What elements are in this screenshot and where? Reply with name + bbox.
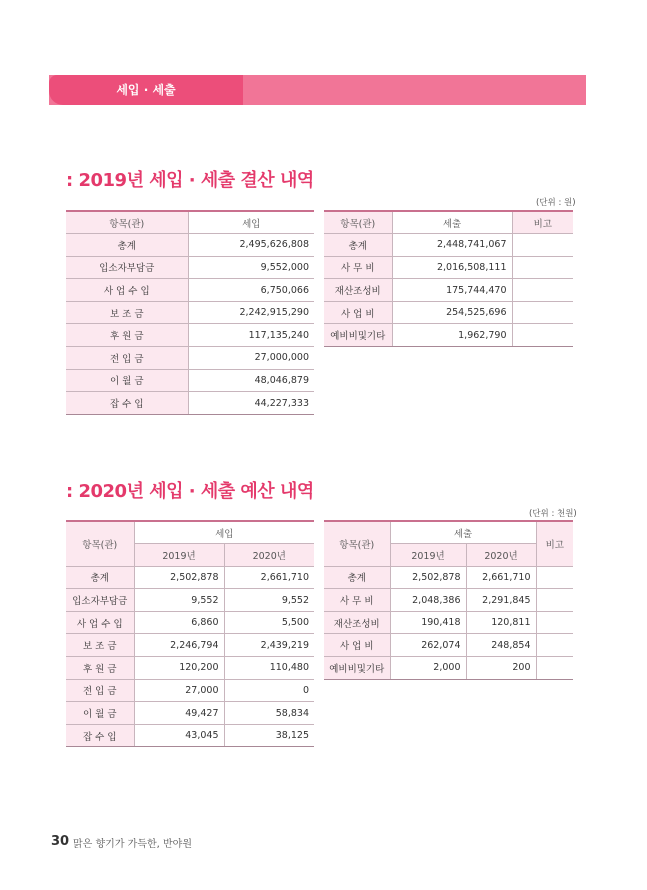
row-value-2019: 262,074: [390, 634, 466, 657]
row-label: 총계: [324, 566, 390, 589]
table-row: [324, 634, 573, 657]
table-row: [66, 702, 314, 725]
row-value: 2,016,508,111: [392, 256, 512, 279]
table-row: [66, 234, 314, 257]
header-note: 비고: [512, 211, 573, 234]
unit-label-2019: (단위 : 원): [536, 198, 576, 208]
header-category: 항목(관): [66, 521, 134, 566]
row-label: 보 조 금: [66, 634, 134, 657]
table-row: [66, 369, 314, 392]
table-row: [324, 279, 573, 302]
row-note: [536, 566, 573, 589]
row-value-2020: 38,125: [224, 724, 314, 747]
header-category: 항목(관): [66, 211, 188, 234]
row-note: [512, 234, 573, 257]
row-note: [536, 657, 573, 680]
header-expense: 세출: [390, 521, 536, 544]
header-income: 세입: [134, 521, 314, 544]
row-label: 총계: [324, 234, 392, 257]
row-label: 전 입 금: [66, 679, 134, 702]
row-value-2019: 6,860: [134, 611, 224, 634]
table-row: [66, 634, 314, 657]
header-year-2019: 2019년: [134, 544, 224, 567]
table-row: [324, 611, 573, 634]
row-label: 사 무 비: [324, 589, 390, 612]
row-value: 6,750,066: [188, 279, 314, 302]
section-banner: [49, 75, 586, 105]
table-row: [66, 566, 314, 589]
row-label: 총계: [66, 566, 134, 589]
header-category: 항목(관): [324, 211, 392, 234]
row-label: 재산조성비: [324, 279, 392, 302]
table-row: [66, 392, 314, 415]
row-value: 48,046,879: [188, 369, 314, 392]
row-note: [512, 324, 573, 347]
row-label: 사 업 비: [324, 301, 392, 324]
row-value-2020: 110,480: [224, 657, 314, 680]
section-title-2020: : 2020년 세입 · 세출 예산 내역: [66, 481, 314, 502]
table-row: [324, 657, 573, 680]
expense-table-2019: [324, 210, 573, 347]
header-year-2019: 2019년: [390, 544, 466, 567]
table-row: [66, 724, 314, 747]
row-value: 1,962,790: [392, 324, 512, 347]
row-label: 입소자부담금: [66, 256, 188, 279]
row-label: 보 조 금: [66, 301, 188, 324]
header-year-2020: 2020년: [224, 544, 314, 567]
table-row: [324, 589, 573, 612]
row-value: 254,525,696: [392, 301, 512, 324]
row-label: 잡 수 입: [66, 724, 134, 747]
table-row: [66, 657, 314, 680]
row-label: 사 업 수 입: [66, 611, 134, 634]
row-value: 2,242,915,290: [188, 301, 314, 324]
table-row: [66, 256, 314, 279]
row-label: 후 원 금: [66, 657, 134, 680]
expense-table-2020: [324, 520, 573, 680]
row-label: 사 업 수 입: [66, 279, 188, 302]
table-row: [66, 679, 314, 702]
header-income: 세입: [188, 211, 314, 234]
row-value: 44,227,333: [188, 392, 314, 415]
row-note: [536, 611, 573, 634]
row-label: 이 월 금: [66, 702, 134, 725]
row-note: [536, 589, 573, 612]
income-table-2020: [66, 520, 314, 747]
row-label: 예비비및기타: [324, 324, 392, 347]
page-number: 30: [51, 834, 70, 849]
row-value-2019: 120,200: [134, 657, 224, 680]
row-value-2020: 0: [224, 679, 314, 702]
table-row: [66, 279, 314, 302]
banner-label: 세입 · 세출: [116, 83, 176, 97]
header-year-2020: 2020년: [466, 544, 536, 567]
row-value: 2,495,626,808: [188, 234, 314, 257]
row-value-2020: 200: [466, 657, 536, 680]
row-value: 117,135,240: [188, 324, 314, 347]
header-expense: 세출: [392, 211, 512, 234]
row-label: 전 입 금: [66, 347, 188, 370]
row-label: 총계: [66, 234, 188, 257]
row-value-2019: 2,502,878: [134, 566, 224, 589]
footer-text: 맑은 향기가 가득한, 반야원: [73, 839, 192, 850]
row-note: [512, 256, 573, 279]
row-value-2020: 5,500: [224, 611, 314, 634]
row-value-2019: 2,000: [390, 657, 466, 680]
row-value-2020: 2,661,710: [224, 566, 314, 589]
header-note: 비고: [536, 521, 573, 566]
row-value-2020: 9,552: [224, 589, 314, 612]
row-label: 사 무 비: [324, 256, 392, 279]
table-row: [324, 234, 573, 257]
row-value-2019: 49,427: [134, 702, 224, 725]
row-value-2020: 248,854: [466, 634, 536, 657]
unit-label-2020: (단위 : 천원): [529, 509, 577, 519]
table-row: [324, 566, 573, 589]
row-value: 2,448,741,067: [392, 234, 512, 257]
table-row: [66, 611, 314, 634]
row-value-2019: 2,048,386: [390, 589, 466, 612]
row-label: 이 월 금: [66, 369, 188, 392]
row-note: [512, 301, 573, 324]
row-value: 175,744,470: [392, 279, 512, 302]
row-value-2019: 2,502,878: [390, 566, 466, 589]
row-value-2020: 58,834: [224, 702, 314, 725]
section-title-2019: : 2019년 세입 · 세출 결산 내역: [66, 170, 314, 191]
row-label: 예비비및기타: [324, 657, 390, 680]
row-value: 27,000,000: [188, 347, 314, 370]
table-row: [66, 589, 314, 612]
table-row: [324, 256, 573, 279]
row-note: [512, 279, 573, 302]
row-value-2020: 2,291,845: [466, 589, 536, 612]
row-label: 입소자부담금: [66, 589, 134, 612]
row-value-2019: 190,418: [390, 611, 466, 634]
row-value-2020: 120,811: [466, 611, 536, 634]
header-category: 항목(관): [324, 521, 390, 566]
row-label: 후 원 금: [66, 324, 188, 347]
table-row: [324, 301, 573, 324]
row-value: 9,552,000: [188, 256, 314, 279]
row-note: [536, 634, 573, 657]
row-value-2019: 2,246,794: [134, 634, 224, 657]
row-value-2020: 2,661,710: [466, 566, 536, 589]
table-row: [66, 324, 314, 347]
income-table-2019: [66, 210, 314, 415]
row-value-2019: 27,000: [134, 679, 224, 702]
row-value-2019: 9,552: [134, 589, 224, 612]
row-label: 잡 수 입: [66, 392, 188, 415]
row-label: 사 업 비: [324, 634, 390, 657]
row-value-2019: 43,045: [134, 724, 224, 747]
table-row: [324, 324, 573, 347]
row-label: 재산조성비: [324, 611, 390, 634]
table-row: [66, 347, 314, 370]
row-value-2020: 2,439,219: [224, 634, 314, 657]
table-row: [66, 301, 314, 324]
